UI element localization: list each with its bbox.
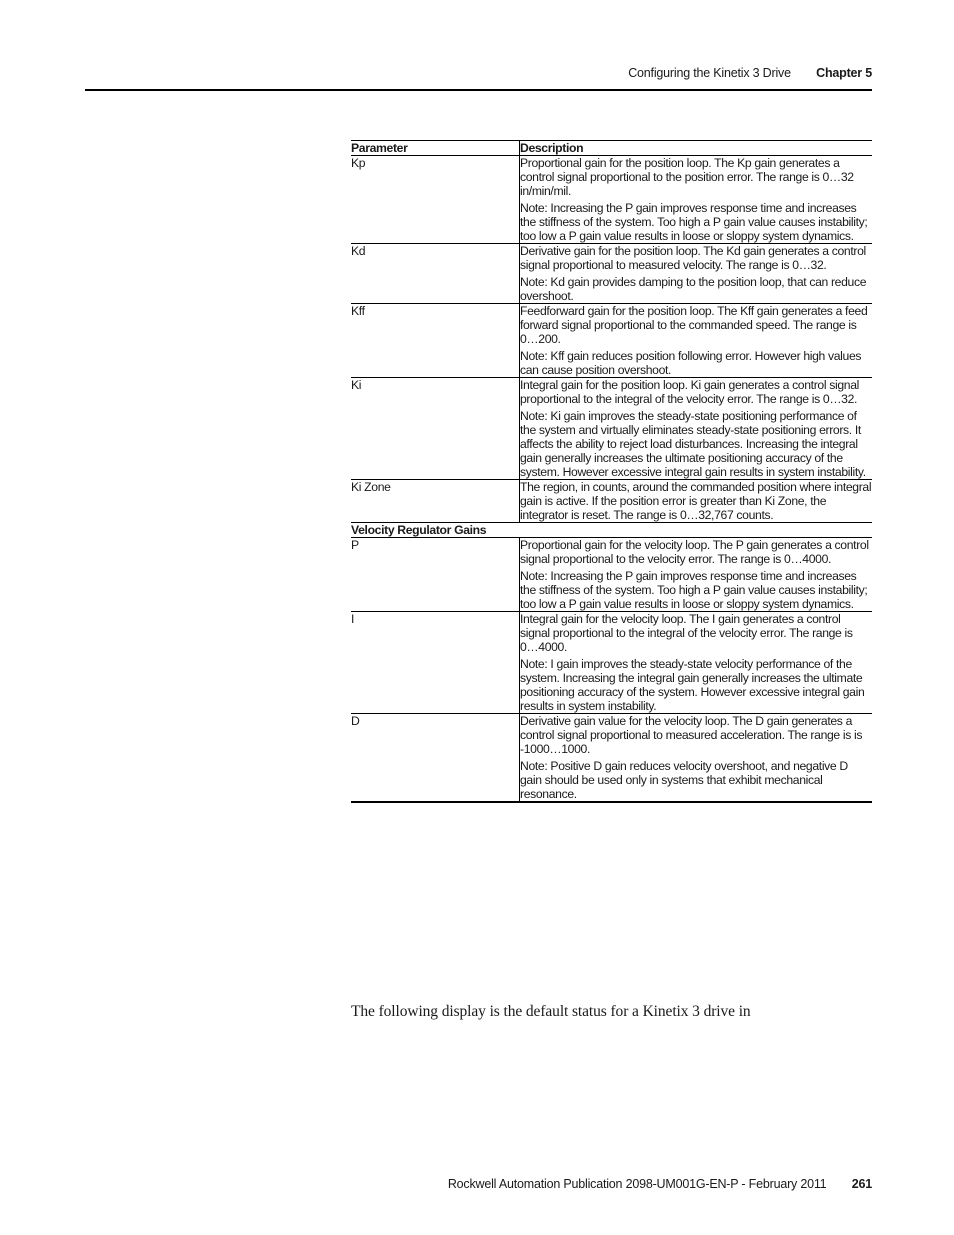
description-text: Integral gain for the position loop. Ki gain generates a control signal proportional to the integral of the velocity error. The range is 0…32.	[520, 378, 859, 406]
page-header	[628, 66, 872, 80]
description-note: Note: Increasing the P gain improves response time and increases the stiffness of the system. Too high a P gain value causes instability; too low a P gain value results in loose or sloppy system dynamics.	[520, 569, 868, 611]
description-text: Integral gain for the velocity loop. The I gain generates a control signal proportional to the integral of the velocity error. The range is 0…4000.	[520, 612, 853, 654]
parameter-description	[520, 480, 873, 523]
description-text: The region, in counts, around the commanded position where integral gain is active. If the position error is greater than Ki Zone, the integrator is reset. The range is 0…32,767 counts.	[520, 480, 872, 522]
description-text: Feedforward gain for the position loop. The Kff gain generates a feed forward signal proportional to the commanded speed. The range is 0…200.	[520, 304, 868, 346]
column-header-parameter: Parameter	[351, 141, 520, 156]
parameter-description	[520, 156, 873, 244]
header-rule	[85, 89, 872, 91]
parameter-name: D	[351, 714, 520, 803]
parameter-description	[520, 714, 873, 803]
table-row	[351, 304, 872, 378]
table-row	[351, 244, 872, 304]
header-section-title: Configuring the Kinetix 3 Drive	[628, 66, 791, 80]
parameter-name: Ki	[351, 378, 520, 480]
parameter-description	[520, 378, 873, 480]
description-note: Note: Increasing the P gain improves response time and increases the stiffness of the system. Too high a P gain value causes instability; too low a P gain value results in loose or sloppy system dynamics.	[520, 201, 868, 243]
parameter-description	[520, 244, 873, 304]
parameter-name: P	[351, 538, 520, 612]
parameter-description	[520, 538, 873, 612]
section-row	[351, 523, 872, 538]
page-number: 261	[851, 1177, 872, 1191]
description-note: Note: I gain improves the steady-state velocity performance of the system. Increasing the integral gain generally increases the ultimate positioning accuracy of the system. However excessive integral gain results in system instability.	[520, 657, 865, 713]
parameter-description	[520, 304, 873, 378]
table-row	[351, 714, 872, 803]
footer-publication: Rockwell Automation Publication 2098-UM001G-EN-P - February 2011	[447, 1177, 827, 1191]
description-text: Derivative gain value for the velocity loop. The D gain generates a control signal proportional to measured acceleration. The range is is -1000…1000.	[520, 714, 863, 756]
column-header-description: Description	[520, 141, 873, 156]
parameter-name: Ki Zone	[351, 480, 520, 523]
description-text: Proportional gain for the velocity loop. The P gain generates a control signal proportional to the velocity error. The range is 0…4000.	[520, 538, 869, 566]
description-note: Note: Ki gain improves the steady-state positioning performance of the system and virtually eliminates steady-state positioning errors. It affects the ability to reject load disturbances. Increasing the integral gain generally increases the ultimate positioning accuracy of the system. However excessive integral gain results in system instability.	[520, 409, 866, 479]
description-note: Note: Positive D gain reduces velocity overshoot, and negative D gain should be used only in systems that exhibit mechanical resonance.	[520, 759, 848, 801]
parameter-name: Kd	[351, 244, 520, 304]
table-row	[351, 612, 872, 714]
table-row	[351, 538, 872, 612]
description-note: Note: Kd gain provides damping to the position loop, that can reduce overshoot.	[520, 275, 867, 303]
parameter-name: I	[351, 612, 520, 714]
parameter-name: Kp	[351, 156, 520, 244]
table-row	[351, 156, 872, 244]
table-row	[351, 378, 872, 480]
body-paragraph: The following display is the default status for a Kinetix 3 drive in	[351, 1003, 751, 1020]
description-text: Proportional gain for the position loop. The Kp gain generates a control signal proportional to the position error. The range is 0…32 in/min/mil.	[520, 156, 854, 198]
table-header-row	[351, 141, 872, 156]
header-chapter: Chapter 5	[816, 66, 872, 80]
description-note: Note: Kff gain reduces position following error. However high values can cause position overshoot.	[520, 349, 862, 377]
page-footer	[448, 1177, 872, 1191]
parameter-description	[520, 612, 873, 714]
description-text: Derivative gain for the position loop. The Kd gain generates a control signal proportional to measured velocity. The range is 0…32.	[520, 244, 866, 272]
section-heading-velocity: Velocity Regulator Gains	[351, 523, 872, 538]
parameter-name: Kff	[351, 304, 520, 378]
table-row	[351, 480, 872, 523]
parameter-table	[351, 140, 872, 803]
